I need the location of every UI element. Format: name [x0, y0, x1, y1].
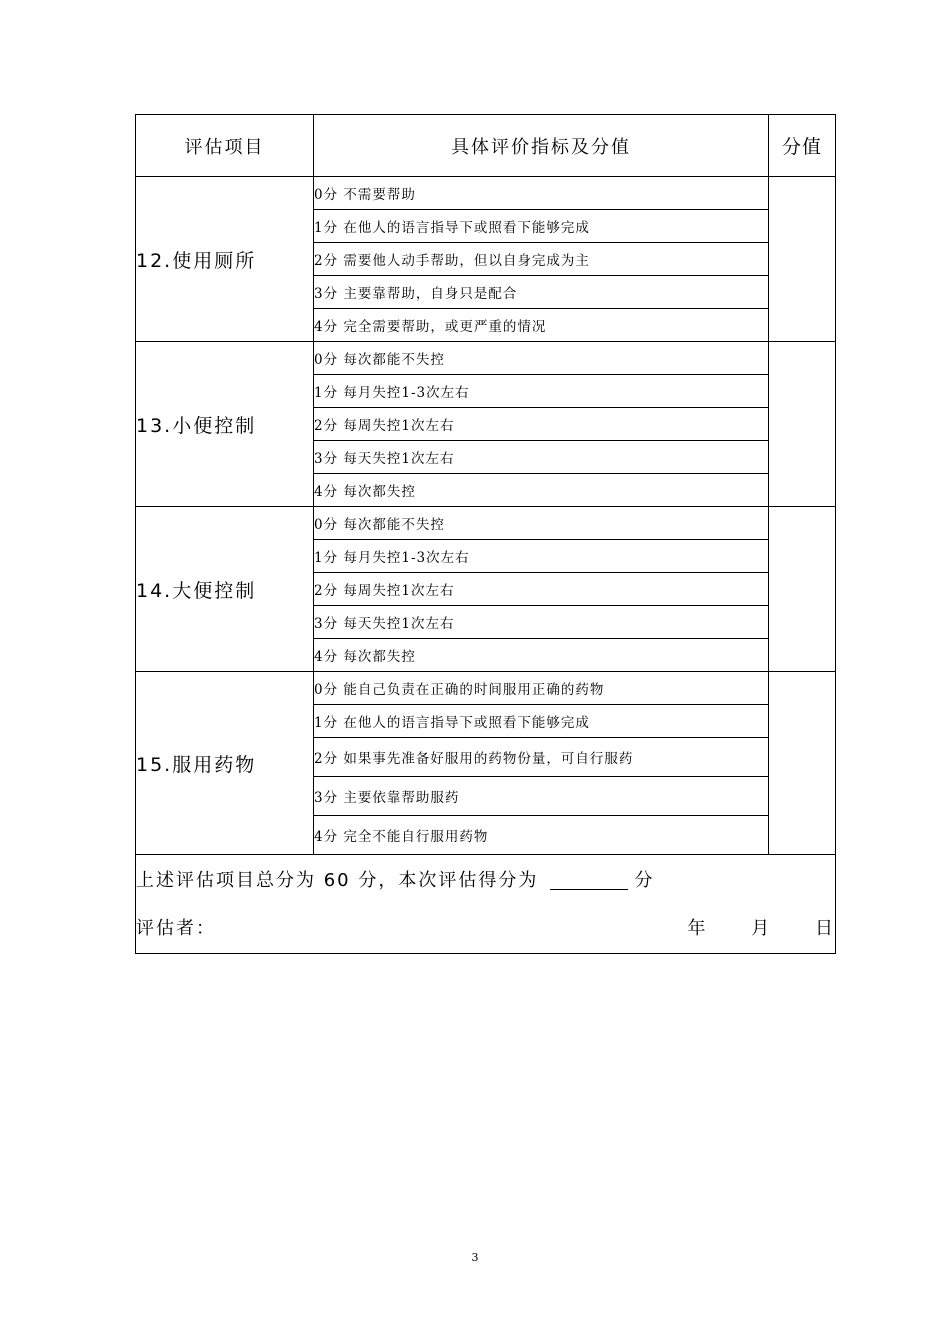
score-unit: 分 [634, 870, 655, 891]
score-cell[interactable] [769, 342, 836, 507]
option-text: 3分 每天失控1次左右 [314, 606, 769, 639]
option-text: 3分 主要依靠帮助服药 [314, 777, 769, 816]
option-text: 1分 每月失控1-3次左右 [314, 540, 769, 573]
table-row [136, 507, 836, 540]
table-row [136, 177, 836, 210]
year-label: 年 [687, 918, 708, 939]
option-text: 1分 每月失控1-3次左右 [314, 375, 769, 408]
score-cell[interactable] [769, 177, 836, 342]
option-text: 4分 完全需要帮助，或更严重的情况 [314, 309, 769, 342]
month-label: 月 [751, 918, 772, 939]
header-criteria: 具体评价指标及分值 [314, 115, 769, 177]
footer-cell [136, 855, 836, 954]
table-row [136, 672, 836, 705]
option-text: 2分 每周失控1次左右 [314, 408, 769, 441]
item-name: 13.小便控制 [136, 342, 314, 507]
option-text: 1分 在他人的语言指导下或照看下能够完成 [314, 705, 769, 738]
header-score: 分值 [769, 115, 836, 177]
table-row [136, 342, 836, 375]
option-text: 4分 每次都失控 [314, 474, 769, 507]
option-text: 0分 每次都能不失控 [314, 507, 769, 540]
option-text: 2分 每周失控1次左右 [314, 573, 769, 606]
option-text: 0分 每次都能不失控 [314, 342, 769, 375]
table-header-row [136, 115, 836, 177]
option-text: 1分 在他人的语言指导下或照看下能够完成 [314, 210, 769, 243]
header-item: 评估项目 [136, 115, 314, 177]
assessor-line [136, 901, 835, 953]
score-blank-field[interactable] [550, 869, 628, 890]
option-text: 4分 完全不能自行服用药物 [314, 816, 769, 855]
item-name: 14.大便控制 [136, 507, 314, 672]
option-text: 3分 主要靠帮助，自身只是配合 [314, 276, 769, 309]
total-score-line [136, 855, 835, 901]
option-text: 4分 每次都失控 [314, 639, 769, 672]
option-text: 2分 需要他人动手帮助，但以自身完成为主 [314, 243, 769, 276]
score-cell[interactable] [769, 507, 836, 672]
item-name: 15.服用药物 [136, 672, 314, 855]
option-text: 3分 每天失控1次左右 [314, 441, 769, 474]
date-fields [652, 914, 835, 940]
option-text: 0分 能自己负责在正确的时间服用正确的药物 [314, 672, 769, 705]
score-cell[interactable] [769, 672, 836, 855]
option-text: 0分 不需要帮助 [314, 177, 769, 210]
assessment-table [135, 114, 836, 954]
item-name: 12.使用厕所 [136, 177, 314, 342]
assessor-label: 评估者： [136, 918, 216, 939]
page-number: 3 [471, 1251, 479, 1264]
footer-row [136, 855, 836, 954]
option-text: 2分 如果事先准备好服用的药物份量，可自行服药 [314, 738, 769, 777]
total-score-text: 上述评估项目总分为 60 分，本次评估得分为 [136, 870, 539, 891]
day-label: 日 [815, 918, 835, 939]
